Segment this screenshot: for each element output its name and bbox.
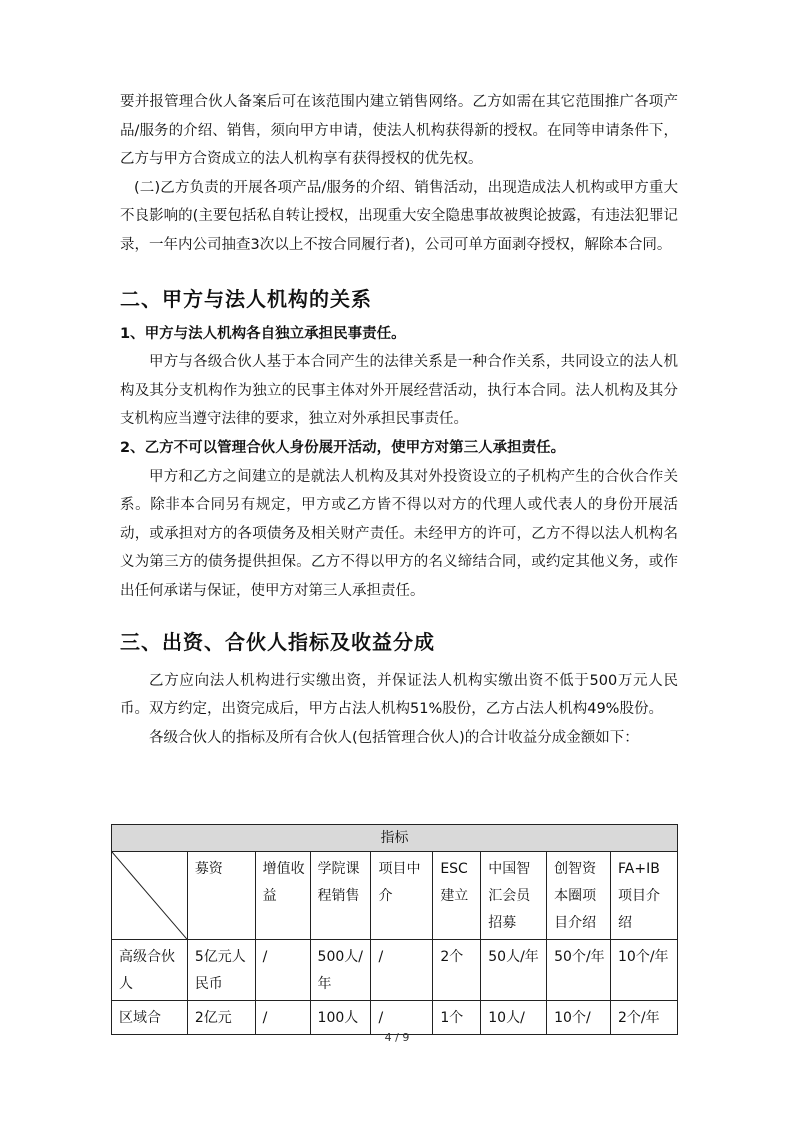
table-cell: / [255,940,310,1001]
table-cell: 2亿元 [187,1001,255,1035]
column-header: 项目中介 [371,852,433,940]
row-label: 高级合伙人 [112,940,188,1001]
table-cell: / [255,1001,310,1035]
column-header: 学院课程销售 [310,852,371,940]
column-header: 创智资本圈项目介绍 [547,852,611,940]
table-cell: 5亿元人民币 [187,940,255,1001]
table-cell: 10人/ [481,1001,547,1035]
partner-indicator-table [111,824,678,1035]
table-row [112,940,678,1001]
table-cell: / [371,1001,433,1035]
column-header: ESC建立 [433,852,481,940]
section-heading: 二、甲方与法人机构的关系 [120,286,372,311]
paragraph: 乙方应向法人机构进行实缴出资，并保证法人机构实缴出资不低于500万元人民币。双方约定，出资完成后，甲方占法人机构51%股份，乙方占法人机构49%股份。 [120,672,678,718]
table-cell: 2个/年 [611,1001,678,1035]
page-number: 4 / 9 [384,1031,410,1044]
table-row [112,1001,678,1035]
column-header: FA+IB项目介绍 [611,852,678,940]
table-cell: 10个/年 [611,940,678,1001]
table-cell: 2个 [433,940,481,1001]
column-header: 增值收益 [255,852,310,940]
paragraph: 甲方和乙方之间建立的是就法人机构及其对外投资设立的子机构产生的合伙合作关系。除非本合同另有规定，甲方或乙方皆不得以对方的代理人或代表人的身份开展活动，或承担对方的各项债务及相关财产责任。未经甲方的许可，乙方不得以法人机构名义为第三方的债务提供担保。乙方不得以甲方的名义缔结合同，或约定其他义务，或作出任何承诺与保证，使甲方对第三人承担责任。 [120,468,678,599]
sub-heading: 1、甲方与法人机构各自独立承担民事责任。 [120,325,406,342]
row-label: 区域合 [112,1001,188,1035]
sub-heading: 2、乙方不可以管理合伙人身份展开活动，使甲方对第三人承担责任。 [120,439,566,456]
document-page [120,88,678,752]
table-cell: 50人/年 [481,940,547,1001]
table-cell: 500人/年 [310,940,371,1001]
column-header: 中国智汇会员招募 [481,852,547,940]
table-cell: 1个 [433,1001,481,1035]
diagonal-line-icon [112,852,187,939]
table-cell: 50个/年 [547,940,611,1001]
table-cell: 10个/ [547,1001,611,1035]
column-header: 募资 [187,852,255,940]
paragraph: 各级合伙人的指标及所有合伙人(包括管理合伙人)的合计收益分成金额如下： [149,729,639,746]
paragraph: (二)乙方负责的开展各项产品/服务的介绍、销售活动，出现造成法人机构或甲方重大不良影响的(主要包括私自转让授权，出现重大安全隐患事故被舆论披露，有违法犯罪记录，一年内公司抽查3次以上不按合同履行者)，公司可单方面剥夺授权，解除本合同。 [120,179,678,253]
paragraph: 要并报管理合伙人备案后可在该范围内建立销售网络。乙方如需在其它范围推广各项产品/服务的介绍、销售，须向甲方申请，使法人机构获得新的授权。在同等申请条件下，乙方与甲方合资成立的法人机构享有获得授权的优先权。 [120,94,678,168]
diagonal-corner-cell [112,852,188,940]
table-header: 指标 [112,825,678,852]
table-cell: / [371,940,433,1001]
paragraph: 甲方与各级合伙人基于本合同产生的法律关系是一种合作关系，共同设立的法人机构及其分支机构作为独立的民事主体对外开展经营活动，执行本合同。法人机构及其分支机构应当遵守法律的要求，独立对外承担民事责任。 [120,354,678,428]
section-heading: 三、出资、合伙人指标及收益分成 [120,629,435,654]
table-cell: 100人 [310,1001,371,1035]
